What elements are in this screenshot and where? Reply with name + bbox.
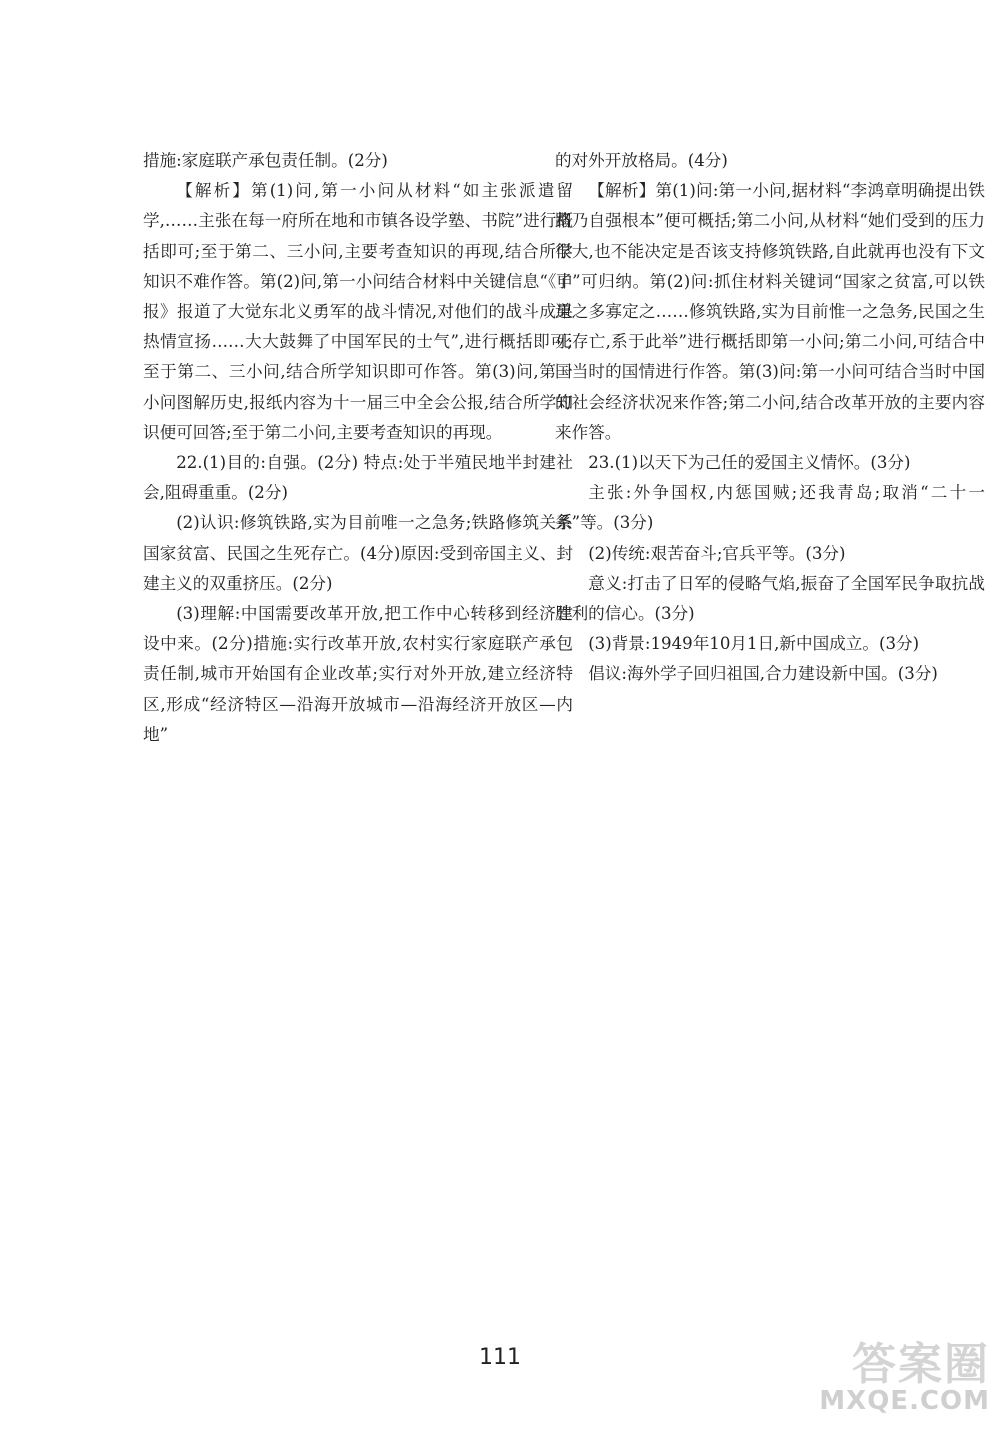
paragraph: 【解析】第(1)问,第一小问从材料“如主张派遣留学,……主张在每一府所在地和市镇各设学塾、书院”进行概括即可;至于第二、三小问,主要考查知识的再现,结合所学知识不难作答。第(2)问,第一小问结合材料中关键信息“《申报》报道了大觉东北义勇军的战斗情况,对他们的战斗成果热情宣扬……大大鼓舞了中国军民的士气”,进行概括即可;至于第二、三小问,结合所学知识即可作答。第(3)问,第一小问图解历史,报纸内容为十一届三中全会公报,结合所学知识便可回答;至于第二小问,主要考查知识的再现。 [143, 181, 573, 442]
right-column [555, 146, 985, 690]
paragraph: 23.(1)以天下为己任的爱国主义情怀。(3分) [588, 453, 911, 473]
watermark-logo [755, 1328, 990, 1424]
page-number: 111 [479, 1345, 521, 1370]
left-column [143, 146, 573, 750]
paragraph: (3)理解:中国需要改革开放,把工作中心转移到经济建设中来。(2分)措施:实行改革开放,农村实行家庭联产承包责任制,城市开始国有企业改革;实行对外开放,建立经济特区,形成“经济特区—沿海开放城市—沿海经济开放区—内地” [143, 604, 573, 744]
paragraph: 倡议:海外学子回归祖国,合力建设新中国。(3分) [588, 664, 938, 684]
watermark-url-text: MXQE.COM [819, 1386, 990, 1416]
paragraph: 主张:外争国权,内惩国贼;还我青岛;取消“二十一条”等。(3分) [555, 483, 985, 533]
paragraph: 措施:家庭联产承包责任制。(2分) [143, 151, 388, 170]
paragraph: 意义:打击了日军的侵略气焰,振奋了全国军民争取抗战胜利的信心。(3分) [555, 573, 985, 624]
paragraph: (3)背景:1949年10月1日,新中国成立。(3分) [588, 634, 920, 654]
watermark-main-text: 答案圈 [852, 1339, 990, 1390]
paragraph: 【解析】第(1)问:第一小问,据材料“李鸿章明确提出铁路乃自强根本”便可概括;第二小问,从材料“她们受到的压力很大,也不能决定是否该支持修筑铁路,自此就再也没有下文了”可归纳。第(2)问:抓住材料关键词“国家之贫富,可以铁道之多寡定之……修筑铁路,实为目前惟一之急务,民国之生死存亡,系于此举”进行概括即第一小问;第二小问,可结合中国当时的国情进行作答。第(3)问:第一小问可结合当时中国的社会经济状况来作答;第二小问,结合改革开放的主要内容来作答。 [555, 181, 985, 442]
paragraph: 的对外开放格局。(4分) [555, 151, 728, 170]
paragraph: 22.(1)目的:自强。(2分) 特点:处于半殖民地半封建社会,阻碍重重。(2分) [143, 453, 573, 503]
paragraph: (2)认识:修筑铁路,实为目前唯一之急务;铁路修筑关系国家贫富、民国之生死存亡。(4分)原因:受到帝国主义、封建主义的双重挤压。(2分) [143, 513, 573, 593]
paragraph: (2)传统:艰苦奋斗;官兵平等。(3分) [588, 543, 846, 563]
